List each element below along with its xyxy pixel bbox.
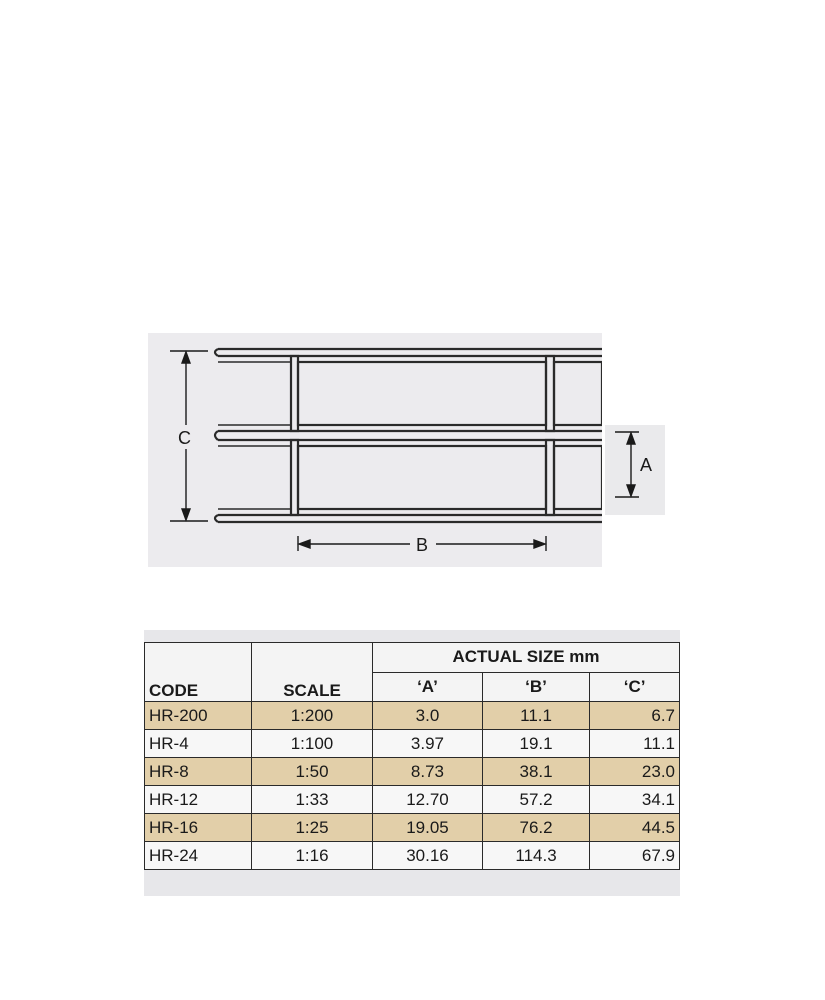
dimension-c-label: C: [178, 428, 191, 448]
cell-b: 11.1: [482, 702, 589, 730]
cell-a: 12.70: [373, 786, 483, 814]
cell-code: HR-200: [145, 702, 252, 730]
cell-c: 6.7: [590, 702, 680, 730]
cell-a: 19.05: [373, 814, 483, 842]
header-actual-size: ACTUAL SIZE mm: [373, 643, 680, 673]
cell-b: 76.2: [482, 814, 589, 842]
cell-c: 67.9: [590, 842, 680, 870]
dimension-a-label: A: [640, 455, 653, 475]
cell-code: HR-8: [145, 758, 252, 786]
cell-code: HR-24: [145, 842, 252, 870]
dimension-a-panel: [605, 425, 665, 515]
table-row: [145, 842, 680, 870]
cell-c: 11.1: [590, 730, 680, 758]
cell-scale: 1:33: [252, 786, 373, 814]
cell-scale: 1:16: [252, 842, 373, 870]
cell-code: HR-12: [145, 786, 252, 814]
table-row: [145, 814, 680, 842]
profile-drawing: [148, 333, 602, 567]
table-row: [145, 758, 680, 786]
cell-a: 3.97: [373, 730, 483, 758]
header-c: ‘C’: [590, 672, 680, 702]
cell-code: HR-16: [145, 814, 252, 842]
spec-table-panel: [144, 630, 680, 896]
spec-table: [144, 642, 680, 870]
cell-scale: 1:100: [252, 730, 373, 758]
profile-diagram: [148, 333, 602, 567]
cell-b: 38.1: [482, 758, 589, 786]
cell-scale: 1:200: [252, 702, 373, 730]
dimension-a-drawing: [605, 425, 665, 515]
cell-code: HR-4: [145, 730, 252, 758]
cell-c: 44.5: [590, 814, 680, 842]
cell-a: 3.0: [373, 702, 483, 730]
cell-scale: 1:25: [252, 814, 373, 842]
table-row: [145, 730, 680, 758]
cell-c: 34.1: [590, 786, 680, 814]
header-code: CODE: [145, 643, 252, 702]
cell-a: 8.73: [373, 758, 483, 786]
cell-a: 30.16: [373, 842, 483, 870]
table-row: [145, 702, 680, 730]
header-scale: SCALE: [252, 643, 373, 702]
table-row: [145, 786, 680, 814]
cell-b: 114.3: [482, 842, 589, 870]
rung-right: [546, 356, 554, 431]
header-b: ‘B’: [482, 672, 589, 702]
cell-b: 19.1: [482, 730, 589, 758]
dimension-b-label: B: [416, 535, 429, 555]
cell-c: 23.0: [590, 758, 680, 786]
header-a: ‘A’: [373, 672, 483, 702]
cell-b: 57.2: [482, 786, 589, 814]
cell-scale: 1:50: [252, 758, 373, 786]
